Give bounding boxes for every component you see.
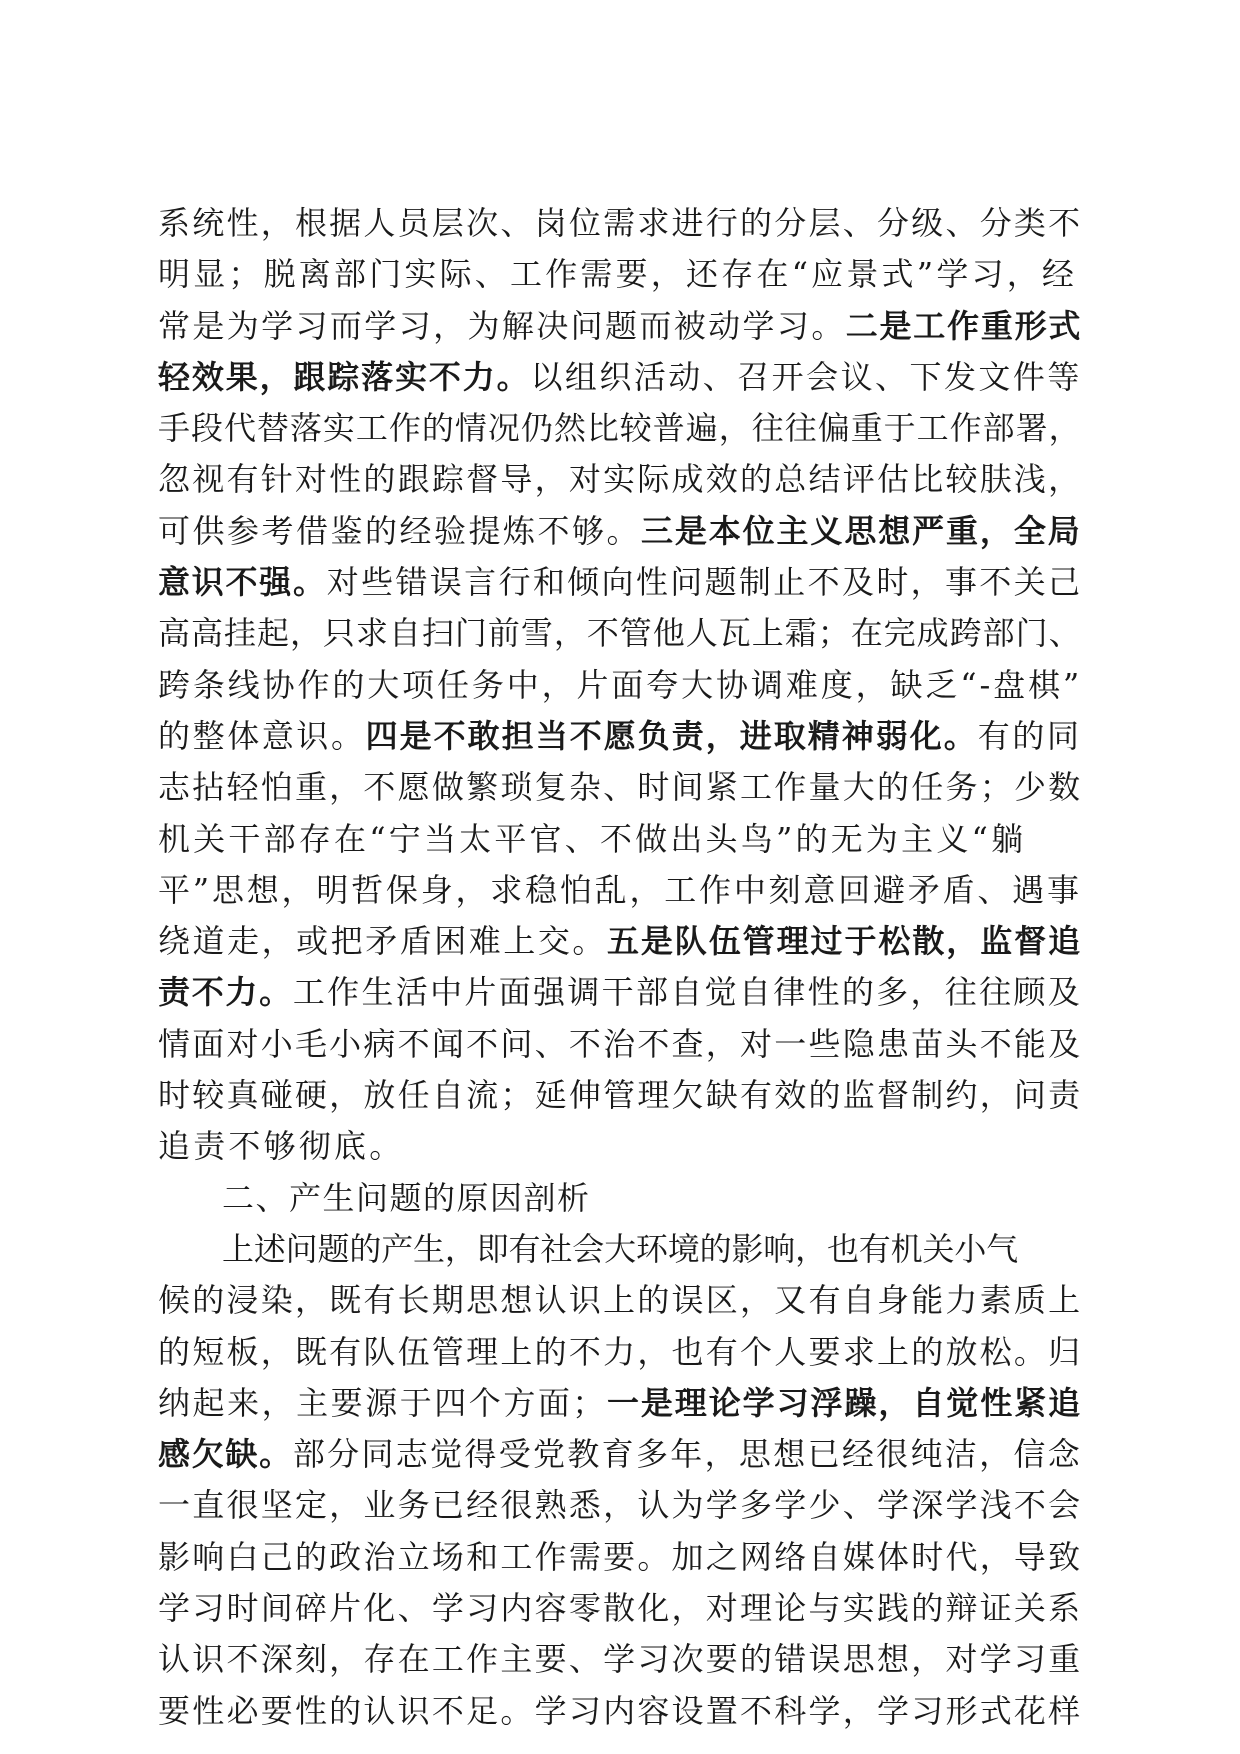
bold-phrase: 意识不强。 [158,563,327,602]
text-segment: 手段代替落实工作的情况仍然比较普遍，往往偏重于工作部署， [158,409,1082,448]
text-line [158,1019,1082,1070]
text-line [158,1583,1082,1634]
text-line [158,1634,1082,1685]
text-line [158,403,1082,454]
text-segment: 工作生活中片面强调干部自觉自律性的多，往往顾及 [292,973,1083,1012]
text-segment: 明显；脱离部门实际、工作需要，还存在“应景式”学习，经 [158,255,1078,294]
text-line [158,967,1082,1018]
text-segment: 追责不够彻底。 [158,1127,405,1166]
bold-phrase: 轻效果，跟踪落实不力。 [158,357,531,396]
text-line [158,814,1082,865]
bold-phrase: 三是本位主义思想严重，全局 [640,511,1082,550]
text-line [158,352,1082,403]
text-segment: 系统性，根据人员层次、岗位需求进行的分层、分级、分类不 [158,204,1083,242]
bold-phrase: 一是理论学习浮躁，自觉性紧追 [606,1383,1083,1422]
text-line [158,1480,1082,1531]
text-segment: 影响白己的政治立场和工作需要。加之网络自媒体时代，导致 [158,1537,1083,1576]
text-segment: 志拈轻怕重，不愿做繁琐复杂、时间紧工作量大的任务；少数 [158,768,1083,807]
text-segment: 的短板，既有队伍管理上的不力，也有个人要求上的放松。归 [158,1332,1083,1371]
text-segment: 忽视有针对性的跟踪督导，对实际成效的总结评估比较肤浅， [158,460,1083,499]
text-segment: 机关干部存在“宁当太平官、不做出头鸟”的无为主义“躺 [158,819,1027,858]
text-line [158,1429,1082,1480]
bold-phrase: 感欠缺。 [158,1435,293,1474]
bold-phrase: 四是不敢担当不愿负责，进取精神弱化。 [365,716,978,755]
text-line [158,1224,1082,1275]
text-line [158,660,1082,711]
text-segment: 时较真碰硬，放任自流；延伸管理欠缺有效的监督制约，问责 [158,1076,1083,1115]
text-line [158,1378,1082,1429]
text-line [158,608,1082,659]
text-line [158,916,1082,967]
text-segment: 二、产生问题的原因剖析 [222,1178,591,1217]
text-line [158,301,1082,352]
text-line [158,557,1082,608]
text-segment: 可供参考借鉴的经验提炼不够。 [158,511,641,550]
text-line [158,1121,1082,1172]
text-segment: 要性必要性的认识不足。学习内容设置不科学，学习形式花样 [158,1691,1083,1730]
text-segment: 有的同 [977,716,1082,755]
bold-phrase: 责不力。 [158,973,293,1012]
text-segment: 跨条线协作的大项任务中，片面夸大协调难度，缺乏“-盘棋” [158,665,1083,704]
text-line [158,711,1082,762]
text-segment: 上述问题的产生，即有社会大环境的影响，也有机关小气 [222,1229,1019,1268]
bold-phrase: 五是队伍管理过于松散，监督追 [606,922,1083,961]
text-segment: 对些错误言行和倾向性问题制止不及时，事不关己 [326,563,1083,602]
text-line [158,1275,1082,1326]
text-segment: 情面对小毛小病不闻不问、不治不查，对一些隐患苗头不能及 [158,1024,1083,1063]
text-segment: 的整体意识。 [158,716,366,755]
text-line [158,1532,1082,1583]
text-segment: 认识不深刻，存在工作主要、学习次要的错误思想，对学习重 [158,1640,1083,1679]
text-segment: 高高挂起，只求自扫门前雪，不管他人瓦上霜；在完成跨部门、 [158,614,1082,653]
text-segment: 候的浸染，既有长期思想认识上的误区，又有自身能力素质上 [158,1281,1083,1320]
text-line [158,1686,1082,1737]
text-segment: 一直很坚定，业务已经很熟悉，认为学多学少、学深学浅不会 [158,1486,1083,1525]
text-segment: 部分同志觉得受党教育多年，思想已经很纯洁，信念 [292,1435,1083,1474]
text-line [158,762,1082,813]
text-line [158,198,1082,249]
text-line [158,454,1082,505]
text-segment: 以组织活动、召开会议、下发文件等 [530,357,1082,396]
section-heading [158,1173,1082,1224]
text-line [158,506,1082,557]
text-segment: 纳起来，主要源于四个方面； [158,1383,607,1422]
bold-phrase: 二是工作重形式 [845,306,1083,345]
text-segment: 绕道走，或把矛盾困难上交。 [158,922,607,961]
text-segment: 常是为学习而学习，为解决问题而被动学习。 [158,306,846,345]
text-line [158,1327,1082,1378]
document-body [158,198,1082,1737]
text-line [158,865,1082,916]
text-segment: 平”思想，明哲保身，求稳怕乱，工作中刻意回避矛盾、遇事 [158,870,1082,909]
text-segment: 学习时间碎片化、学习内容零散化，对理论与实践的辩证关系 [158,1589,1083,1628]
text-line [158,1070,1082,1121]
text-line [158,249,1082,300]
